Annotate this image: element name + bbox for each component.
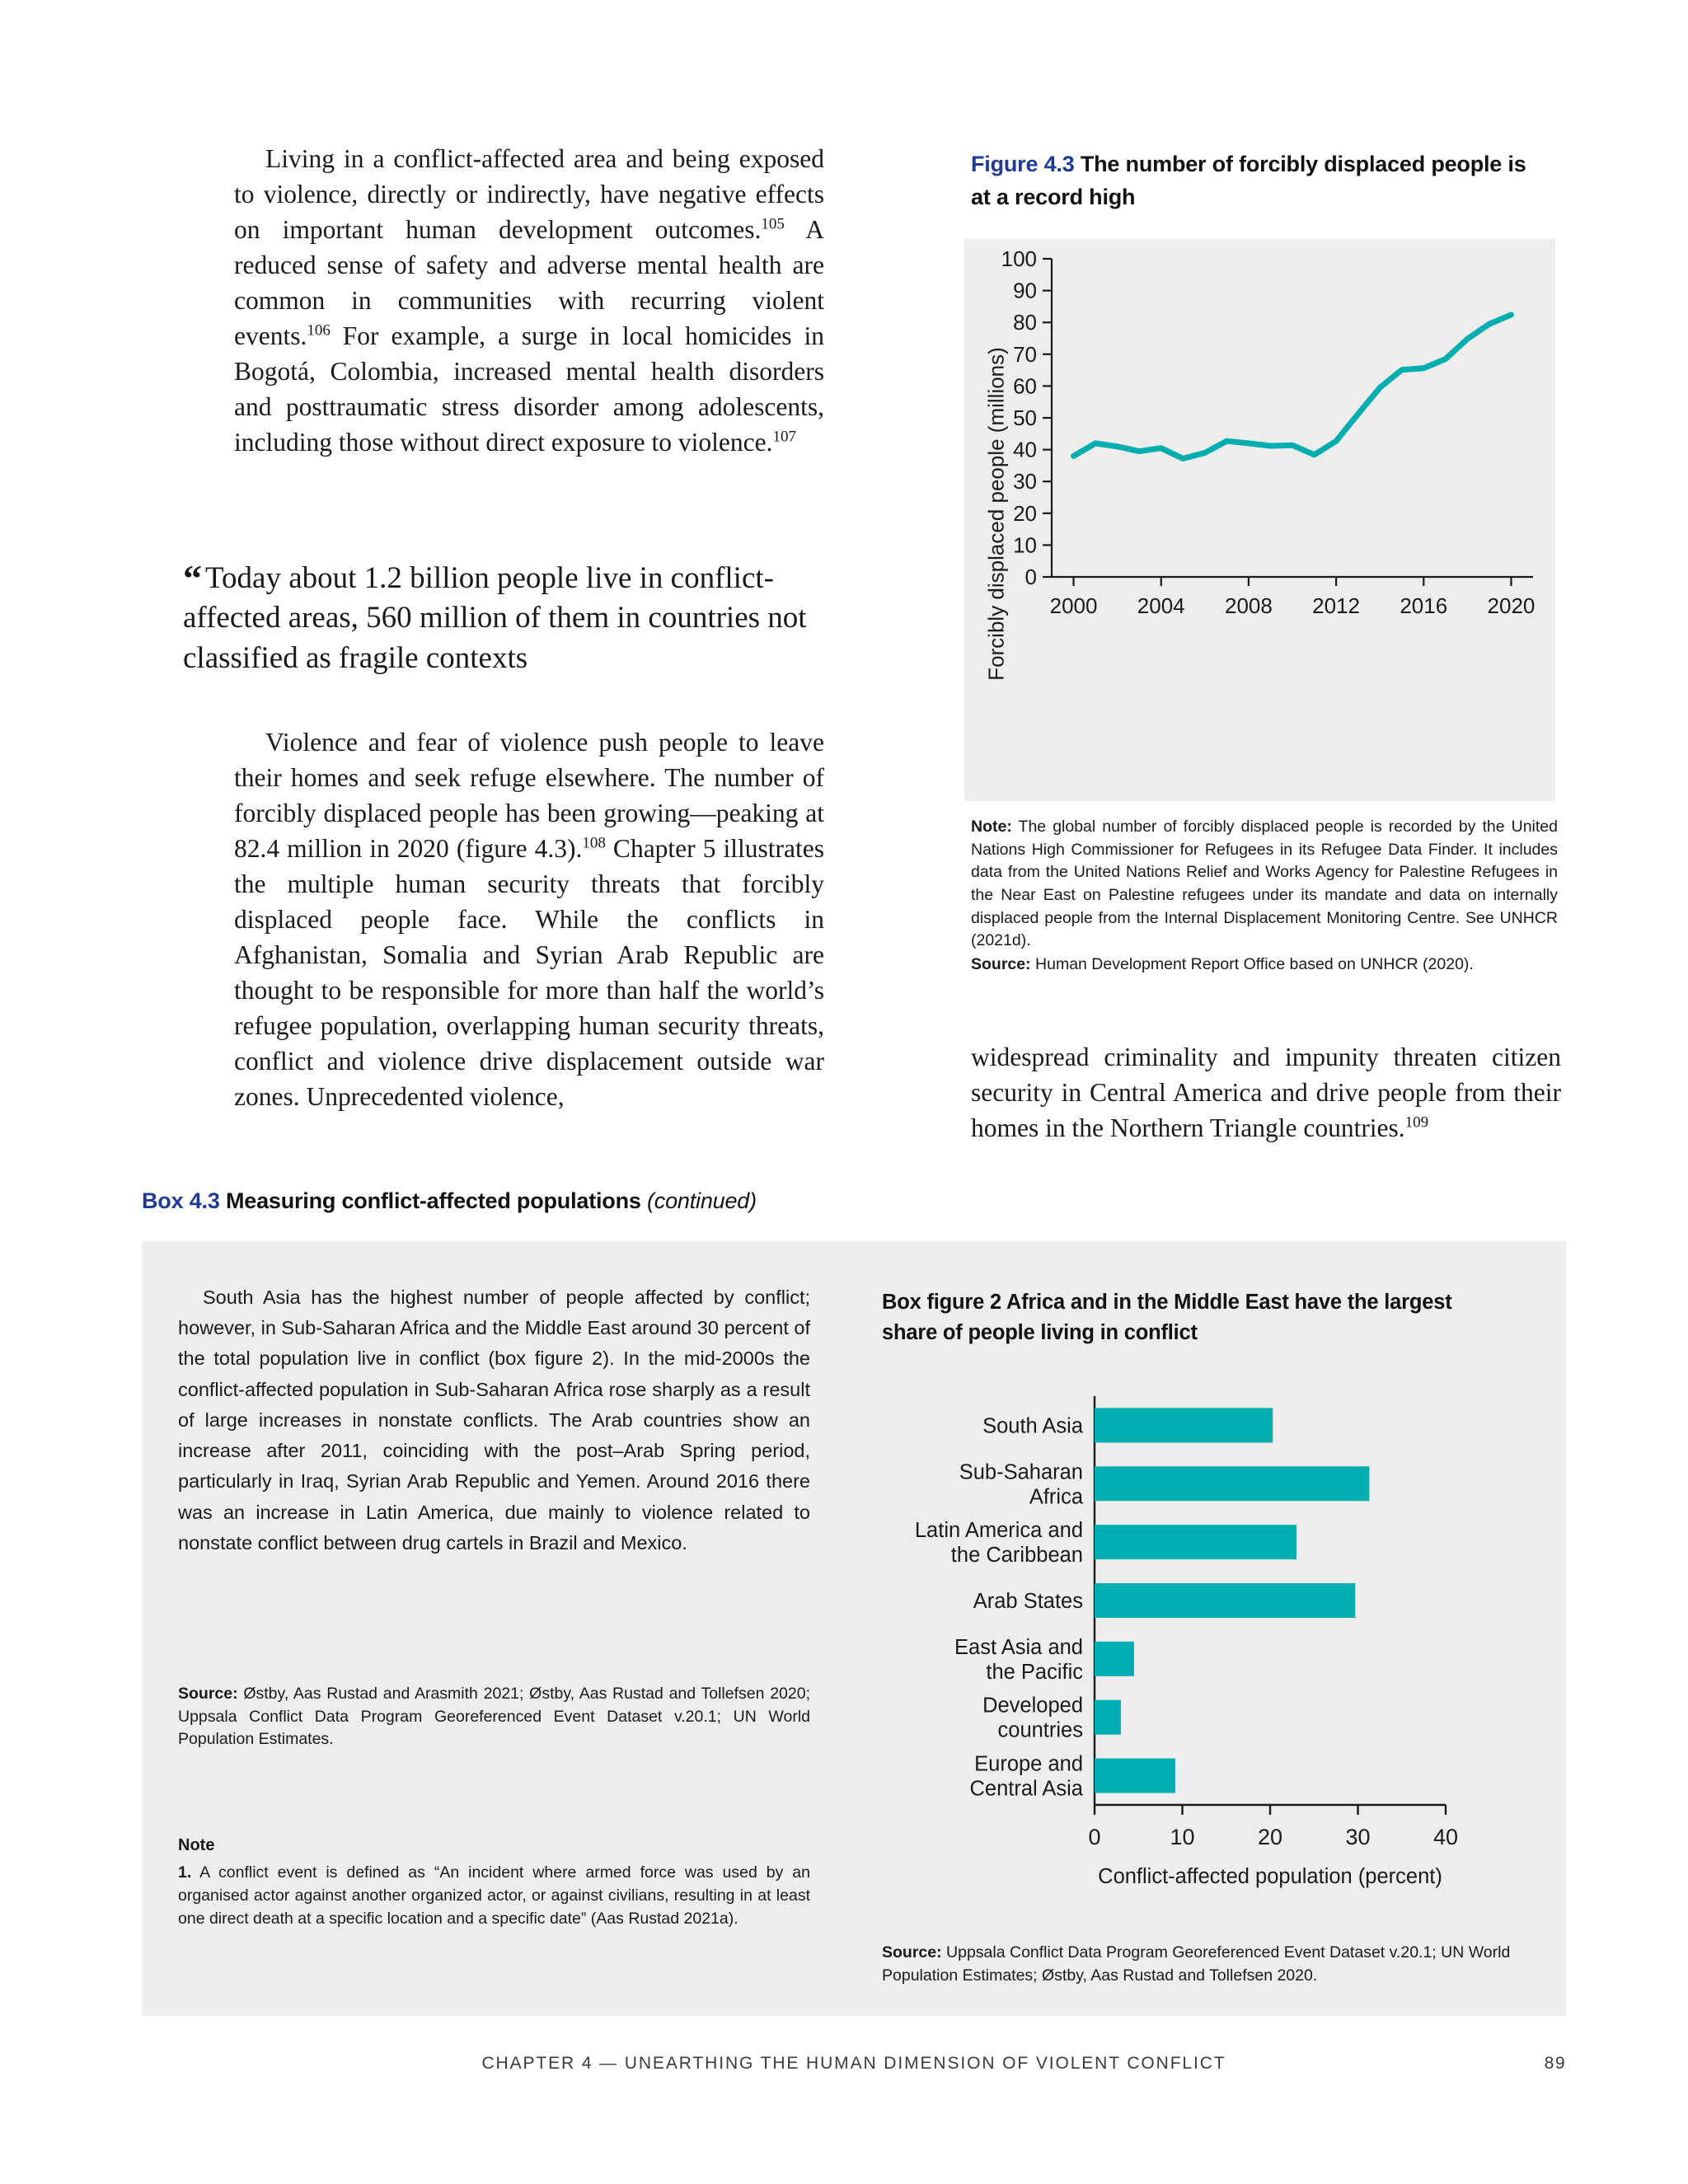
left-column-bottom [234, 725, 824, 1115]
footnote-ref-105: 105 [761, 215, 785, 233]
paragraph-1-text: Living in a conflict-affected area and being exposed to violence, directly or indirectly, have negative effects on important human development outcomes. [234, 144, 824, 244]
paragraph-continued-text: widespread criminality and impunity threaten citizen security in Central America and drive people from their homes in the Northern Triangle countries. [971, 1043, 1561, 1142]
svg-text:Sub-Saharan: Sub-Saharan [959, 1460, 1083, 1484]
source-line [971, 954, 1558, 977]
bar [1095, 1642, 1134, 1676]
footer-page-number: 89 [1544, 2054, 1566, 2073]
box-note [178, 1861, 810, 1930]
svg-text:90: 90 [1013, 278, 1037, 303]
pull-quote [183, 559, 834, 678]
paragraph-1 [234, 142, 824, 461]
paragraph-1b-text: A reduced sense of safety and adverse mental health are common in communities with recurring violent events. [234, 214, 824, 350]
box-source-text: Østby, Aas Rustad and Arasmith 2021; Østby, Aas Rustad and Tollefsen 2020; Uppsala Conflict Data Program Georeferenced Event Dataset v.20.1; UN World Population Estimates. [178, 1685, 810, 1749]
svg-text:2000: 2000 [1049, 593, 1098, 618]
box-note-heading: Note [178, 1836, 215, 1854]
figure-title-text: The number of forcibly displaced people is at a record high [971, 152, 1526, 209]
svg-text:60: 60 [1013, 373, 1037, 399]
quote-mark-icon: “ [183, 557, 202, 599]
svg-text:the Pacific: the Pacific [986, 1660, 1083, 1684]
svg-text:Developed: Developed [982, 1694, 1083, 1718]
svg-text:Africa: Africa [1029, 1485, 1083, 1509]
svg-text:Central Asia: Central Asia [969, 1777, 1083, 1801]
footer-chapter-text: CHAPTER 4 — UNEARTHING THE HUMAN DIMENSION OF VIOLENT CONFLICT [481, 2054, 1226, 2073]
svg-text:2008: 2008 [1224, 593, 1273, 618]
svg-text:70: 70 [1013, 341, 1037, 367]
note-label: Note: [971, 818, 1012, 836]
box-source [178, 1683, 810, 1751]
box-title: Measuring conflict-affected populations [219, 1188, 647, 1213]
svg-text:10: 10 [1013, 532, 1037, 558]
box-note-text: A conflict event is defined as “An incident where armed force was used by an organised actor against another organized actor, or against civilians, resulting in at least one direct death at a specific location and a specific date” (Aas Rustad 2021a). [178, 1863, 810, 1929]
svg-text:2020: 2020 [1487, 593, 1536, 618]
svg-text:30: 30 [1013, 469, 1037, 494]
box-paragraph: South Asia has the highest number of people affected by conflict; however, in Sub-Saharan Africa and the Middle East around 30 percent of the total population live in conflict (box figure 2). In the mid-2000s the conflict-affected population in Sub-Saharan Africa rose sharply as a result of large increases in nonstate conflicts. The Arab countries show an increase after 2011, coinciding with the post–Arab Spring period, particularly in Iraq, Syrian Arab Republic and Yemen. Around 2016 there was an increase in Latin America, due mainly to violence related to nonstate conflict between drug cartels in Brazil and Mexico. [178, 1286, 810, 1554]
bar [1095, 1700, 1121, 1735]
paragraph-continued [971, 1040, 1561, 1146]
svg-text:20: 20 [1013, 500, 1037, 526]
bar [1095, 1466, 1369, 1501]
footnote-ref-108: 108 [582, 834, 606, 852]
box-figure-source-label: Source: [882, 1943, 942, 1961]
right-column-continued [971, 1040, 1561, 1146]
bar [1095, 1408, 1273, 1442]
svg-text:Latin America and: Latin America and [914, 1519, 1083, 1543]
svg-text:0: 0 [1088, 1825, 1101, 1849]
svg-text:0: 0 [1025, 565, 1037, 589]
svg-text:80: 80 [1013, 310, 1037, 335]
box-left-column [178, 1282, 810, 1558]
bar [1095, 1583, 1355, 1618]
box-figure-2-title: Box figure 2 Africa and in the Middle East have the largest share of people living in conflict [882, 1291, 1452, 1344]
box-4-3-header [142, 1188, 757, 1214]
bar [1095, 1759, 1175, 1793]
svg-text:2012: 2012 [1312, 593, 1361, 618]
paragraph-2 [234, 725, 824, 1115]
footnote-ref-109: 109 [1404, 1113, 1429, 1132]
svg-text:the Caribbean: the Caribbean [950, 1544, 1083, 1568]
box-source-label: Source: [178, 1685, 238, 1703]
line-chart [964, 239, 1555, 801]
figure-number: Figure 4.3 [971, 152, 1075, 176]
source-label: Source: [971, 955, 1031, 974]
pull-quote-text: Today about 1.2 billion people live in conflict-affected areas, 560 million of them in countries not classified as fragile contexts [183, 561, 807, 675]
line-chart-svg [964, 239, 1555, 801]
svg-text:countries: countries [997, 1718, 1083, 1742]
svg-text:South Asia: South Asia [982, 1414, 1083, 1438]
bar-x-tick-group [1088, 1805, 1458, 1849]
svg-text:2016: 2016 [1400, 593, 1448, 618]
box-figure-2-source [882, 1942, 1525, 1987]
box-note-number: 1. [178, 1863, 192, 1882]
bar-group [1095, 1408, 1369, 1793]
svg-text:Europe and: Europe and [974, 1752, 1083, 1776]
page-footer [142, 2054, 1566, 2074]
paragraph-1c-text: For example, a surge in local homicides in Bogotá, Colombia, increased mental health disorders and posttraumatic stress disorder among adolescents, including those without direct exposure to violence. [234, 321, 824, 457]
figure-4-3-panel [964, 239, 1555, 801]
paragraph-2b-text: Chapter 5 illustrates the multiple human security threats that forcibly displaced people face. While the conflicts in Afghanistan, Somalia and Syrian Arab Republic are thought to be responsible for more than half the world’s refugee population, overlapping human security threats, conflict and violence drive displacement outside war zones. Unprecedented violence, [234, 833, 824, 1111]
svg-text:Arab States: Arab States [973, 1590, 1083, 1613]
svg-text:100: 100 [1001, 246, 1037, 271]
line-series-forcibly-displaced [1074, 315, 1512, 458]
bar-chart-svg [882, 1368, 1525, 1945]
footnote-ref-107: 107 [772, 428, 796, 446]
bar-chart-xlabel: Conflict-affected population (percent) [1098, 1865, 1442, 1888]
svg-text:20: 20 [1257, 1825, 1283, 1849]
bar-category-labels [915, 1414, 1084, 1800]
svg-text:East Asia and: East Asia and [954, 1635, 1083, 1659]
x-tick-group [1050, 577, 1536, 618]
svg-text:40: 40 [1432, 1825, 1459, 1849]
svg-text:2004: 2004 [1137, 593, 1185, 618]
svg-text:40: 40 [1013, 437, 1037, 462]
svg-text:50: 50 [1013, 405, 1037, 430]
footnote-ref-106: 106 [307, 321, 331, 340]
note-text: The global number of forcibly displaced people is recorded by the United Nations High Commissioner for Refugees in its Refugee Data Finder. It includes data from the United Nations Relief and Works Agency for Palestine Refugees in the Near East on Palestine refugees under its mandate and data on internally displaced people from the Internal Displacement Monitoring Centre. See UNHCR (2021d). [971, 818, 1558, 950]
bar-chart [882, 1368, 1525, 1945]
svg-text:30: 30 [1345, 1825, 1371, 1849]
line-chart-ylabel: Forcibly displaced people (millions) [983, 347, 1009, 681]
bar [1095, 1525, 1296, 1559]
figure-4-3-note [971, 816, 1558, 977]
paragraph-2-text: Violence and fear of violence push people to leave their homes and seek refuge elsewhere. The number of forcibly displaced people has been growing—peaking at 82.4 million in 2020 (figure 4.3). [234, 728, 824, 863]
source-text: Human Development Report Office based on UNHCR (2020). [1030, 955, 1474, 974]
note-line [971, 816, 1558, 953]
box-figure-source-text: Uppsala Conflict Data Program Georeferenced Event Dataset v.20.1; UN World Population Estimates; Østby, Aas Rustad and Tollefsen 2020. [882, 1943, 1511, 1985]
box-number: Box 4.3 [142, 1188, 220, 1213]
box-continued-label: (continued) [647, 1188, 757, 1213]
svg-text:10: 10 [1170, 1825, 1195, 1849]
left-column-top [234, 142, 824, 461]
figure-4-3-title [971, 148, 1548, 213]
